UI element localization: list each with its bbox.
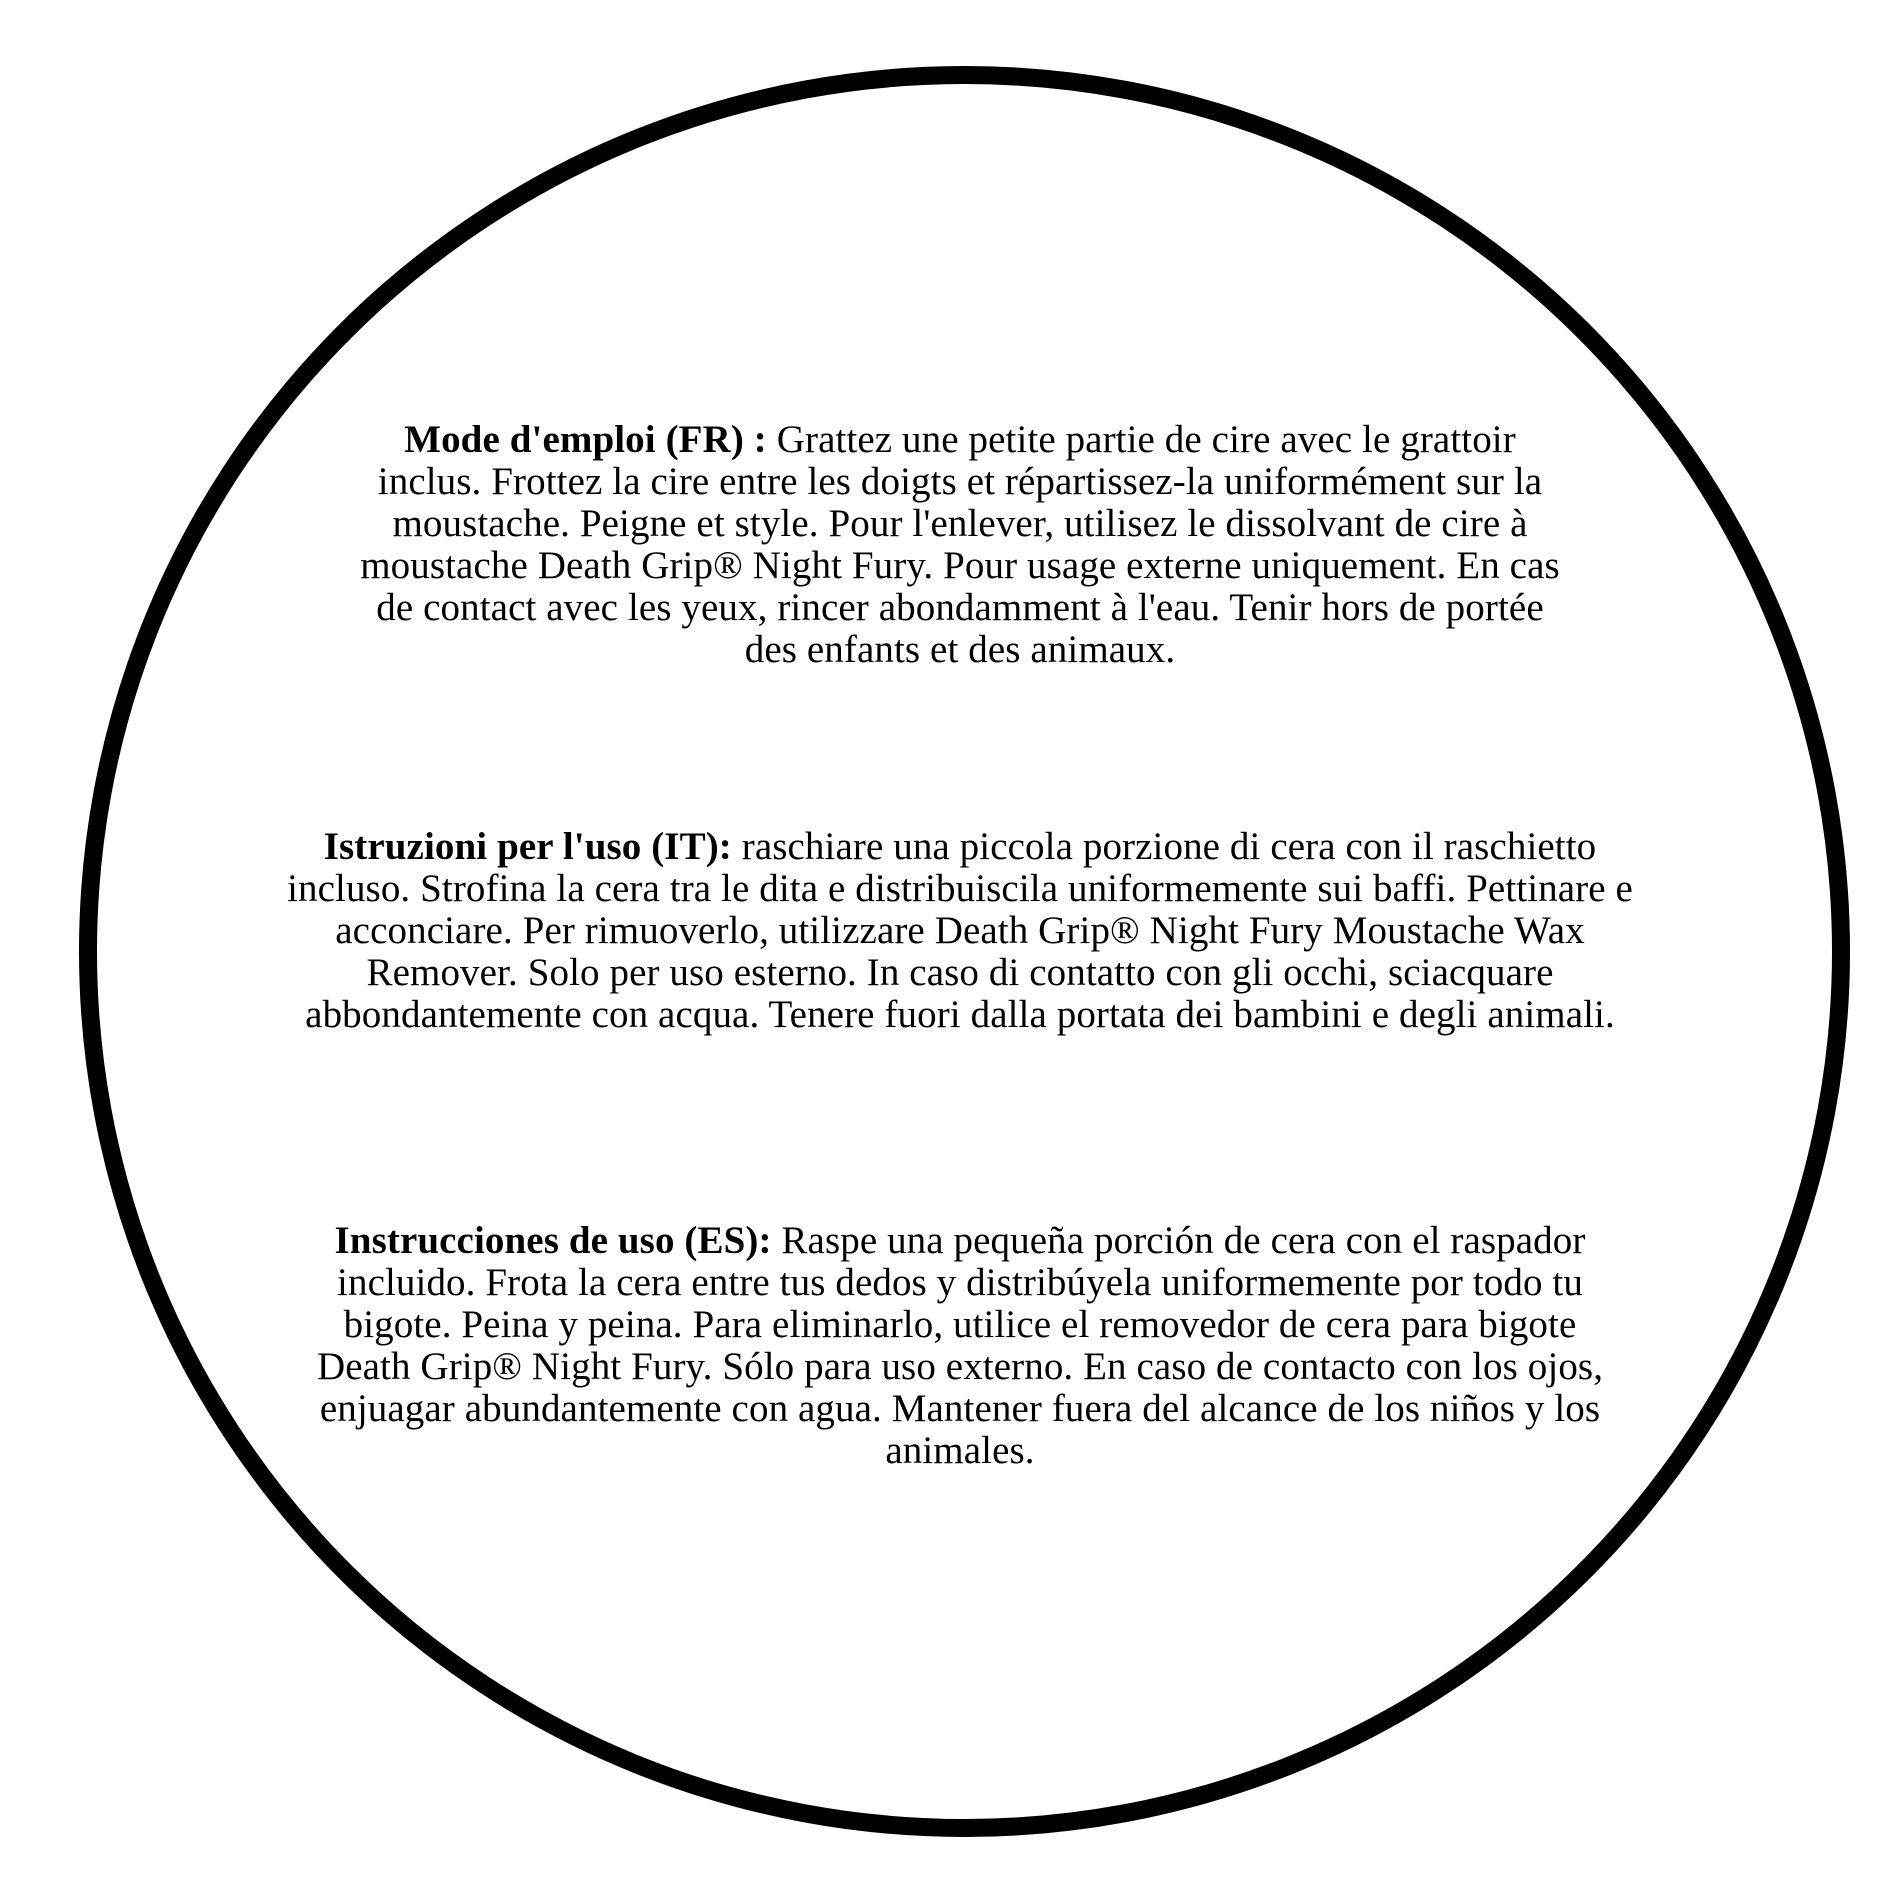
instructions-fr-body: Grattez une petite partie de cire avec le grattoir inclus. Frottez la cire entre les doigts et répartissez-la uniformément sur la moustache. Peigne et style. Pour l'enlever, utilisez le dissolvant de cire à moustache Death Grip® Night Fury. Pour usage externe uniquement. En cas de contact avec les yeux, rincer abondamment à l'eau. Tenir hors de portée des enfants et des animaux. bbox=[360, 418, 1560, 671]
instructions-it-body: raschiare una piccola porzione di cera con il raschietto incluso. Strofina la cera tra le dita e distribuiscila uniformemente sui baffi. Pettinare e acconciare. Per rimuoverlo, utilizzare Death Grip® Night Fury Moustache Wax Remover. Solo per uso esterno. In caso di contatto con gli occhi, sciacquare abbondantemente con acqua. Tenere fuori dalla portata dei bambini e degli animali. bbox=[287, 825, 1633, 1036]
instructions-it bbox=[270, 826, 1650, 1036]
instructions-es bbox=[300, 1220, 1620, 1472]
instructions-es-body: Raspe una pequeña porción de cera con el raspador incluido. Frota la cera entre tus dedos y distribúyela uniformemente por todo tu bigote. Peina y peina. Para eliminarlo, utilice el removedor de cera para bigote Death Grip® Night Fury. Sólo para uso externo. En caso de contacto con los ojos, enjuagar abundantemente con agua. Mantener fuera del alcance de los niños y los animales. bbox=[316, 1219, 1604, 1472]
instructions-fr bbox=[350, 419, 1570, 671]
instructions-es-heading: Instrucciones de uso (ES): bbox=[334, 1219, 772, 1262]
instructions-it-heading: Istruzioni per l'uso (IT): bbox=[323, 825, 732, 868]
instructions-fr-heading: Mode d'emploi (FR) : bbox=[404, 418, 767, 461]
